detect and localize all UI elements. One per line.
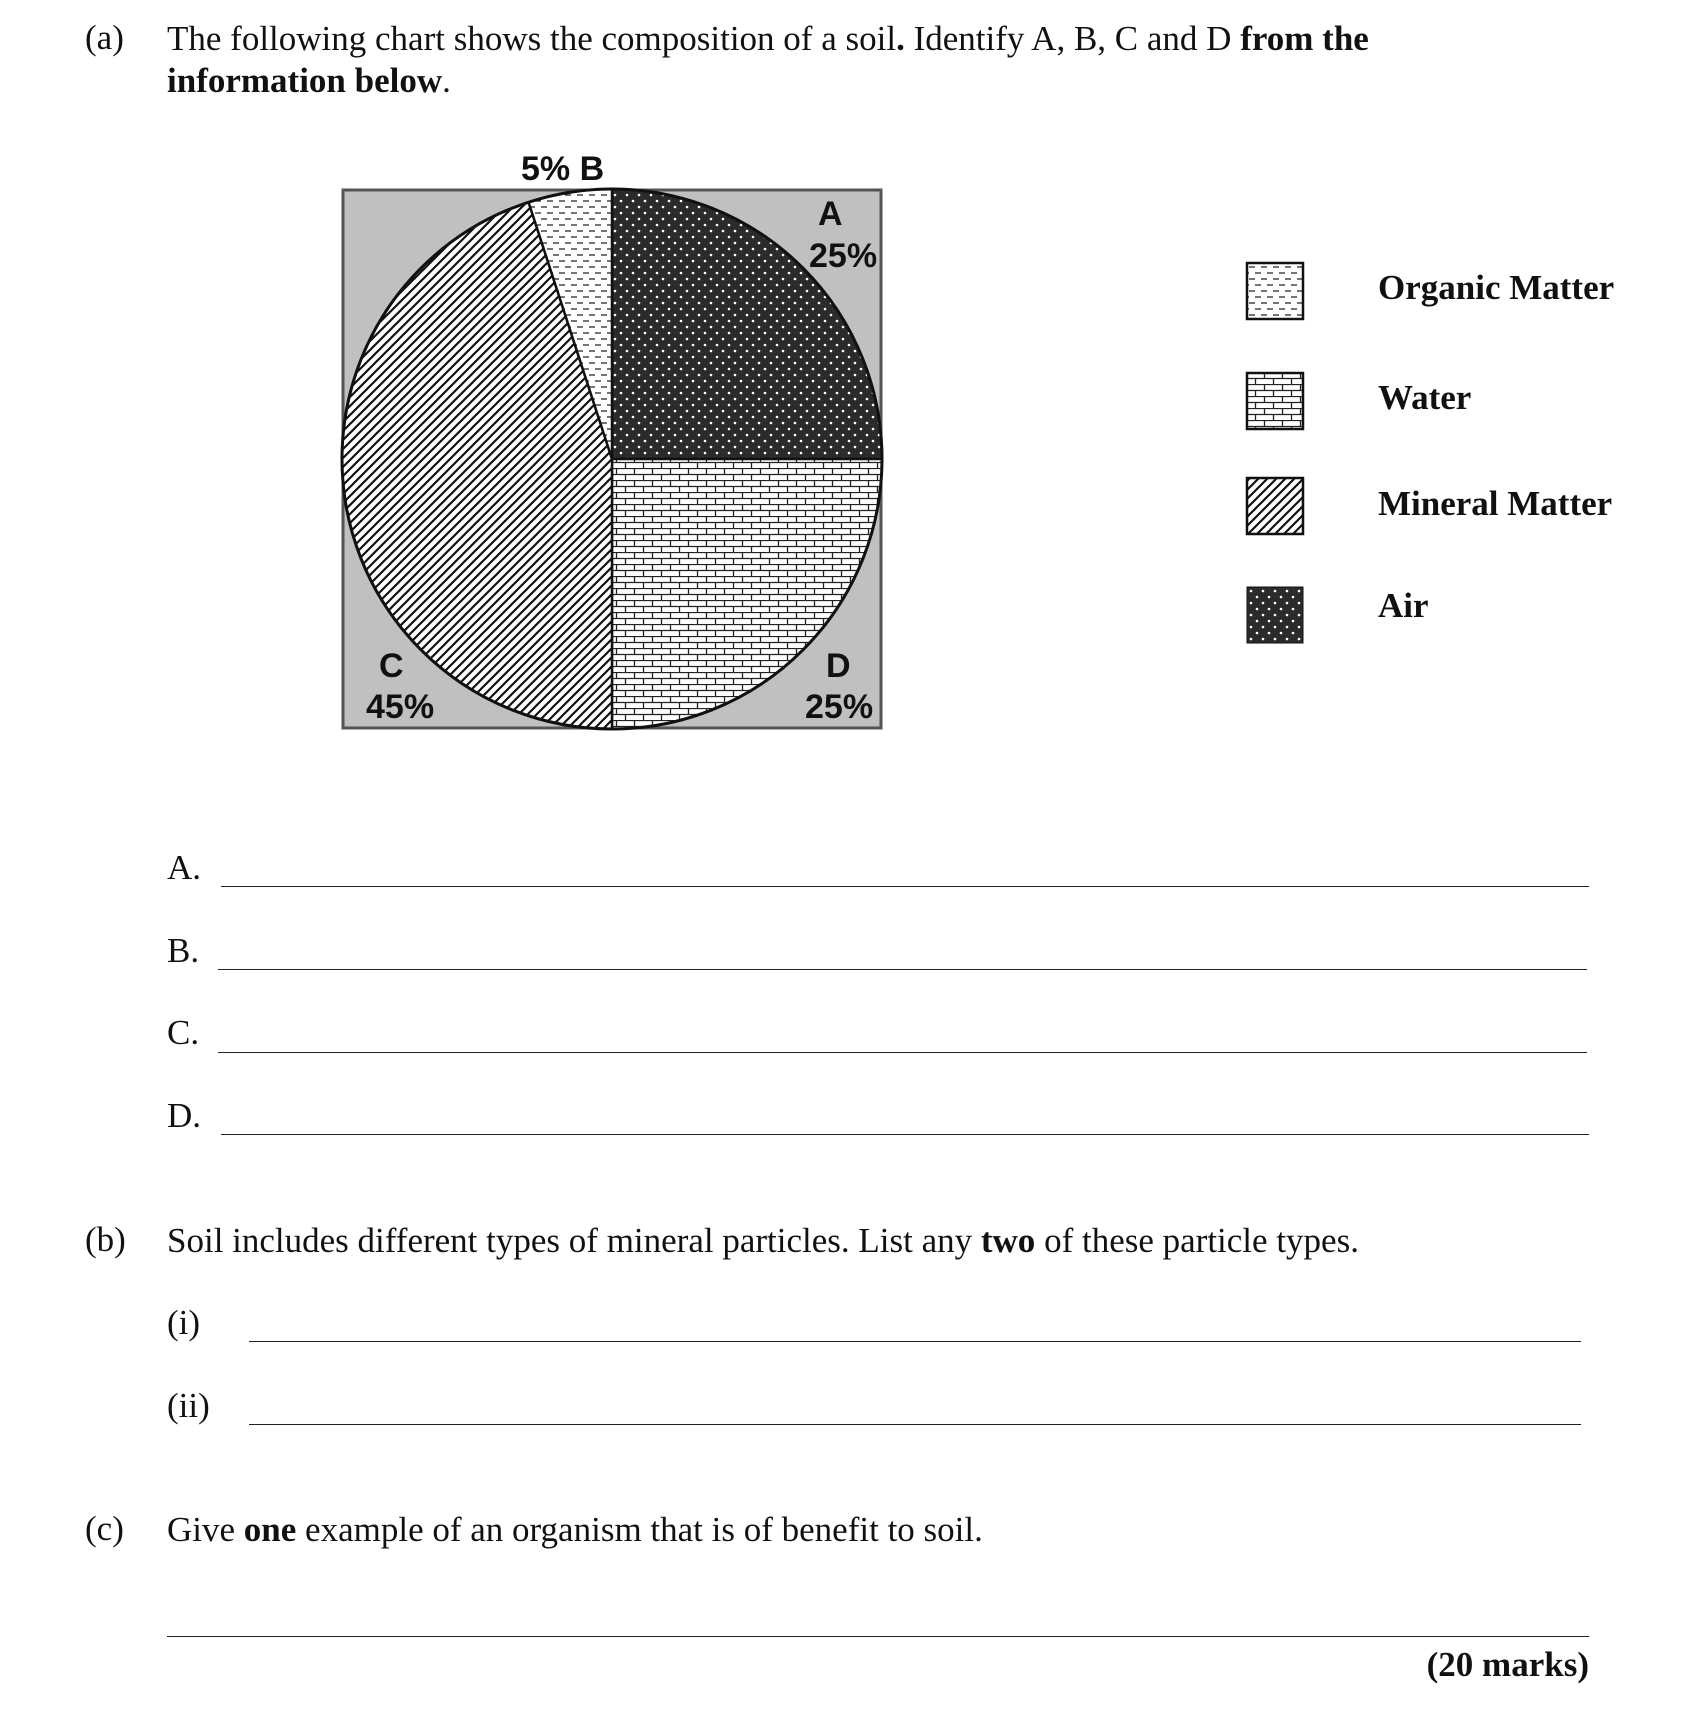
slice-percent-a: 25% [809,237,878,275]
legend-swatch-water [1247,373,1303,429]
question-a-bold-period: . [896,19,905,58]
pie-slices [342,189,882,729]
answer-line-c-organism[interactable] [167,1636,1589,1637]
answer-line-b-i[interactable] [249,1341,1581,1342]
legend-swatch-air [1247,587,1303,643]
question-c-bold: one [243,1510,297,1549]
slice-percent-d: 25% [805,688,874,726]
answer-label-b-i: (i) [167,1303,201,1342]
slice-letter-d: D [826,647,851,685]
answer-label-a: A. [167,848,202,887]
answer-line-a[interactable] [221,886,1589,887]
answer-label-d: D. [167,1096,202,1135]
slice-letter-c: C [379,647,404,685]
answer-label-b: B. [167,931,200,970]
slice-percent-c: 45% [366,688,435,726]
legend-label-organic-matter: Organic Matter [1378,268,1615,307]
legend-label-mineral-matter: Mineral Matter [1378,484,1613,523]
question-c-text-after: example of an organism that is of benefit to soil. [296,1510,983,1549]
question-b-text-before: Soil includes different types of mineral particles. List any [167,1221,981,1260]
answer-line-d[interactable] [221,1134,1589,1135]
answer-line-b[interactable] [218,969,1587,970]
question-a-bold-tail: from the information below [167,19,1369,100]
legend-swatch-organic-matter [1247,263,1303,319]
question-b-text-after: of these particle types. [1035,1221,1359,1260]
answer-line-b-ii[interactable] [249,1424,1581,1425]
legend-swatch-mineral-matter [1247,478,1303,534]
question-a-label: (a) [85,18,124,57]
answer-line-c[interactable] [218,1052,1587,1053]
slice-letter-a: A [818,195,843,233]
question-a-text-before: The following chart shows the composition of a soil [167,19,897,58]
slice-label-b-top: 5% B [521,150,605,188]
question-b-text [167,1220,1587,1262]
question-a-text-end: . [442,61,451,100]
question-b-bold: two [980,1221,1036,1260]
legend-label-air: Air [1378,586,1429,625]
answer-label-b-ii: (ii) [167,1386,210,1425]
question-c-label: (c) [85,1509,124,1548]
answer-label-c: C. [167,1013,200,1052]
question-a-text-mid: Identify A, B, C and D [904,19,1241,58]
total-marks: (20 marks) [1426,1645,1589,1684]
question-b-label: (b) [85,1220,126,1259]
question-c-text-before: Give [167,1510,244,1549]
legend-label-water: Water [1378,378,1472,417]
question-c-text [167,1509,1587,1551]
